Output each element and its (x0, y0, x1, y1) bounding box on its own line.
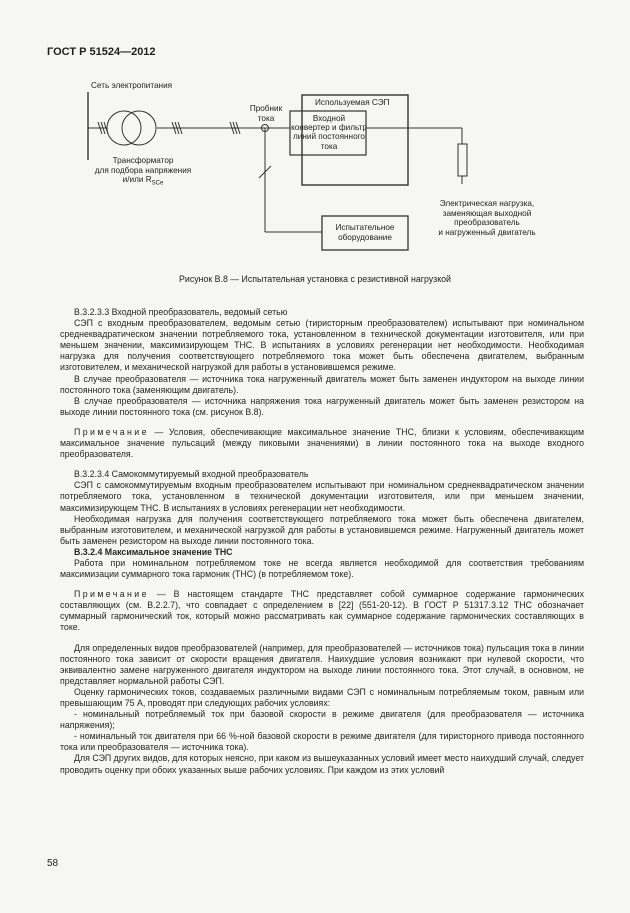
paragraph: Работа при номинальном потребляемом токе не всегда является необходимой для соответствия требованиям максимизации суммарного тока гармоник (ТНС) (в потребляемом токе). (60, 557, 584, 580)
input-converter-label: Входной конвертер и фильтр линий постоянного тока (291, 114, 367, 151)
paragraph: В случае преобразователя — источника напряжения тока нагруженный двигатель может быть заменен резистором на выходе линии постоянного тока (см. рисунок В.8). (60, 395, 584, 417)
note: Примечание — Условия, обеспечивающие максимальное значение ТНС, близки к условиям, обеспечивающим максимальное значение пульсаций (между пиковыми значениями) в линии постоянного тока на выходе входного преобразователя. (60, 426, 584, 460)
probe-label: Пробник тока (249, 104, 283, 123)
paragraph: В случае преобразователя — источника тока нагруженный двигатель может быть заменен индуктором на выходе линии постоянного тока (заменяющим двигатель). (60, 373, 584, 395)
test-setup-figure (60, 78, 560, 263)
test-equipment-label: Испытательное оборудование (335, 223, 395, 242)
paragraph: Оценку гармонических токов, создаваемых различными видами СЭП с номинальным потребляемым током, равным или превышающим 75 А, проводят при следующих рабочих условиях: (60, 686, 584, 708)
paragraph: Необходимая нагрузка для получения соответствующего потребляемого тока может быть обеспечена двигателем, выбранным изготовителем, и механической нагрузкой для работы в установившемся режиме. Нагруженный двигатель может быть заменен резистором на выходе линии постоянного тока. (60, 513, 584, 546)
transformer-label: Трансформатор для подбора напряжения и/или $R_{SCe}$ (94, 156, 192, 187)
section-heading: В.3.2.3.3 Входной преобразователь, ведомый сетью (74, 307, 288, 317)
sep-label: Используемая СЭП (315, 98, 390, 107)
transformer-primary-coil (107, 111, 141, 145)
note: Примечание — В настоящем стандарте ТНС представляет собой суммарное содержание гармонических составляющих (см. В.2.2.7), что совпадает с определением в [22] (551-20-12). В ГОСТ Р 51317.3.12 ТНС обозначает суммарный гармонический ток, который можно рассматривать как суммарное содержание гармонических составляющих в токе. (60, 589, 584, 633)
page-number: 58 (47, 858, 59, 869)
section-heading: В.3.2.4 Максимальное значение ТНС (74, 546, 233, 557)
paragraph: Для СЭП других видов, для которых неясно, при каком из вышеуказанных условий имеет место наихудший случай, следует проводить оценку при обоих указанных выше рабочих условиях. При каждом из этих условий (60, 753, 584, 775)
resistor (458, 144, 467, 176)
paragraph: СЭП с самокоммутируемым входным преобразователем испытывают при номинальном среднеквадратическом значении потребляемого тока, установленном в технической документации изготовителя, или при меньшем значении, максимизирующем ТНС. В испытаниях в условиях регенерации нет необходимости. (60, 480, 584, 513)
paragraph: СЭП с входным преобразователем, ведомым сетью (тиристорным преобразователем) испытывают при номинальном среднеквадратическом значении потребляемого тока, установленном в технической документации изготовителя, или при меньшем значении, максимизирующем ТНС. В испытаниях в условиях регенерации нет необходимости. Необходимая нагрузка для получения соответствующего потребляемого тока может быть обеспечена двигателем, выбранным изготовителем, и механической нагрузкой для работы в установившемся режиме. (60, 318, 584, 373)
figure-caption: Рисунок В.8 — Испытательная установка с резистивной нагрузкой (179, 274, 451, 284)
document-header: ГОСТ Р 51524—2012 (47, 46, 156, 58)
document-body (60, 307, 584, 776)
note-label: Примечание (74, 589, 149, 600)
transformer-secondary-coil (122, 111, 156, 145)
section-heading: В.3.2.3.4 Самокоммутируемый входной преобразователь (74, 469, 309, 480)
list-item: - номинальный ток двигателя при 66 %-ной базовой скорости в режиме двигателя (для тиристорного привода постоянного тока или преобразователя — источника тока). (60, 731, 584, 753)
network-label: Сеть электропитания (91, 81, 173, 90)
load-label: Электрическая нагрузка, заменяющая выходной преобразователь и нагруженный двигатель (438, 199, 536, 237)
list-item: - номинальный потребляемый ток при базовой скорости в режиме двигателя (для преобразователя — источника напряжения); (60, 709, 584, 731)
paragraph: Для определенных видов преобразователей (например, для преобразователей — источников тока) пульсация тока в линии постоянного тока зависит от скорости вращения двигателя. Наихудшие условия возникают при нулевой скорости, что эквивалентно замене нагруженного двигателя индуктором на выходе линии постоянного тока. Этот случай, в основном, не представляет нормальной работы СЭП. (60, 642, 584, 686)
note-label: Примечание (74, 426, 149, 437)
